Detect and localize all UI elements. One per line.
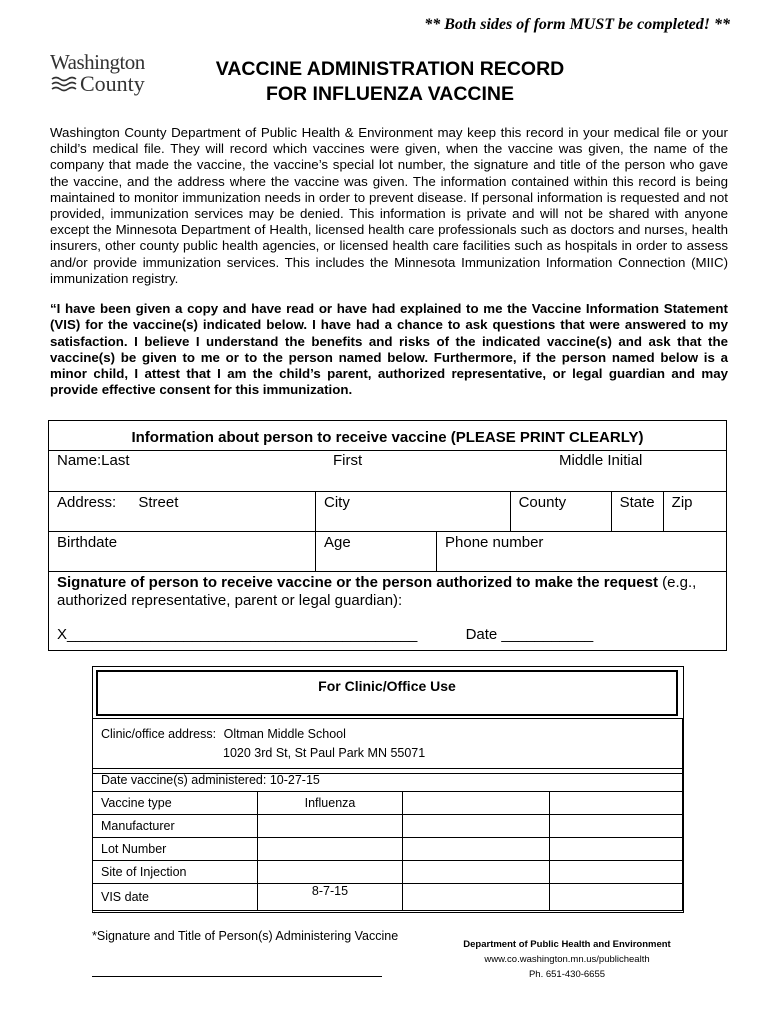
row-label: Manufacturer: [93, 815, 258, 838]
row-value[interactable]: Influenza: [258, 792, 403, 815]
clinic-address-name: Oltman Middle School: [223, 727, 346, 741]
blank-cell[interactable]: [550, 884, 683, 911]
state-field[interactable]: State: [611, 492, 663, 532]
clinic-address-label: Clinic/office address:: [101, 727, 217, 741]
signature-x-line: X__________________________________________: [57, 626, 418, 643]
zip-field[interactable]: Zip: [663, 492, 726, 532]
vaccine-details-table: [92, 768, 683, 911]
signature-section[interactable]: [49, 572, 727, 651]
department-info: [462, 937, 672, 982]
clinic-address-street: 1020 3rd St, St Paul Park MN 55071: [223, 746, 426, 760]
blank-cell[interactable]: [550, 861, 683, 884]
row-value[interactable]: [258, 815, 403, 838]
title-line2: FOR INFLUENZA VACCINE: [265, 83, 515, 105]
title-line1: VACCINE ADMINISTRATION RECORD: [215, 58, 565, 80]
consent-statement: “I have been given a copy and have read or have had explained to me the Vaccine Information Statement (VIS) for the vaccine(s) indicated below. I have had a chance to ask questions that were answered to my satisfaction. I believe I understand the benefits and risks of the indicated vaccine(s) and ask that the vaccine(s) be given to me or to the person named below. Furthermore, if the person named below is a minor child, I attest that I am the child’s parent, authorized representative, or legal guardian and may provide effective consent for this immunization.: [50, 301, 728, 398]
signature-eg: (e.g.,: [658, 574, 697, 591]
signature-note: authorized representative, parent or legal guardian):: [57, 592, 403, 609]
street-field[interactable]: [49, 492, 316, 532]
row-label: Site of Injection: [93, 861, 258, 884]
signature-bold-label: Signature of person to receive vaccine or the person authorized to make the request: [57, 574, 658, 591]
address-label: Address:: [57, 494, 117, 511]
blank-cell[interactable]: [403, 815, 550, 838]
row-value[interactable]: 8-7-15: [258, 884, 403, 911]
blank-cell[interactable]: [403, 861, 550, 884]
county-field[interactable]: County: [510, 492, 611, 532]
page-title: [190, 57, 590, 107]
department-url: www.co.washington.mn.us/publichealth: [484, 954, 650, 965]
administrator-signature-line[interactable]: [92, 976, 382, 977]
person-info-table: [48, 420, 727, 651]
wave-icon: [50, 75, 80, 93]
lot-number-row: [93, 838, 683, 861]
both-sides-notice: ** Both sides of form MUST be completed! **: [424, 16, 730, 33]
row-value[interactable]: [258, 838, 403, 861]
row-label: Vaccine type: [93, 792, 258, 815]
blank-cell[interactable]: [403, 838, 550, 861]
clinic-title: For Clinic/Office Use: [318, 678, 456, 694]
name-middle-label: Middle Initial: [559, 452, 643, 469]
blank-cell[interactable]: [403, 792, 550, 815]
department-phone: Ph. 651-430-6655: [528, 969, 606, 980]
logo-line2: County: [80, 71, 145, 96]
phone-field[interactable]: Phone number: [437, 532, 727, 572]
person-info-header: Information about person to receive vaccine (PLEASE PRINT CLEARLY): [49, 421, 727, 451]
city-field[interactable]: City: [316, 492, 511, 532]
vaccine-type-row: [93, 792, 683, 815]
birthdate-field[interactable]: Birthdate: [49, 532, 316, 572]
clinic-address-table: [92, 718, 683, 774]
site-of-injection-row: [93, 861, 683, 884]
privacy-notice-paragraph: Washington County Department of Public Health & Environment may keep this record in your medical file or your child’s medical file. They will record which vaccines were given, when the vaccine was given, the name of the company that made the vaccine, the vaccine’s special lot number, the signature and title of the person who gave the vaccine, and the address where the vaccine was given. The information contained within this record is being maintained to monitor immunization needs in order to prevent disease. If personal information is requested and not provided, immunization services may be denied. This information is private and will not be shared with anyone except the Minnesota Department of Health, licensed health care professionals such as doctors and nurses, health insurers, other county public health agencies, or licensed health care facilities such as hospitals in order to assess and/or provide immunization services. This includes the Minnesota Immunization Information Connection (MIIC) immunization registry.: [50, 125, 728, 286]
administrator-signature-label: *Signature and Title of Person(s) Administering Vaccine: [92, 929, 399, 943]
blank-cell[interactable]: [550, 792, 683, 815]
name-first-label: First: [333, 452, 363, 469]
name-last-label: Name:Last: [57, 452, 130, 469]
row-value[interactable]: [258, 861, 403, 884]
row-label: VIS date: [93, 884, 258, 911]
vis-date-row: [93, 884, 683, 911]
department-name: Department of Public Health and Environment: [463, 939, 671, 950]
blank-cell[interactable]: [550, 815, 683, 838]
date-administered: Date vaccine(s) administered: 10-27-15: [93, 769, 683, 792]
clinic-address: [93, 719, 683, 774]
row-label: Lot Number: [93, 838, 258, 861]
street-label: Street: [138, 494, 179, 511]
blank-cell[interactable]: [403, 884, 550, 911]
logo-line1: Washington: [50, 50, 145, 74]
washington-county-logo: [50, 52, 162, 98]
name-row[interactable]: [49, 451, 727, 492]
date-line: Date ___________: [465, 626, 594, 643]
age-field[interactable]: Age: [316, 532, 437, 572]
manufacturer-row: [93, 815, 683, 838]
blank-cell[interactable]: [550, 838, 683, 861]
